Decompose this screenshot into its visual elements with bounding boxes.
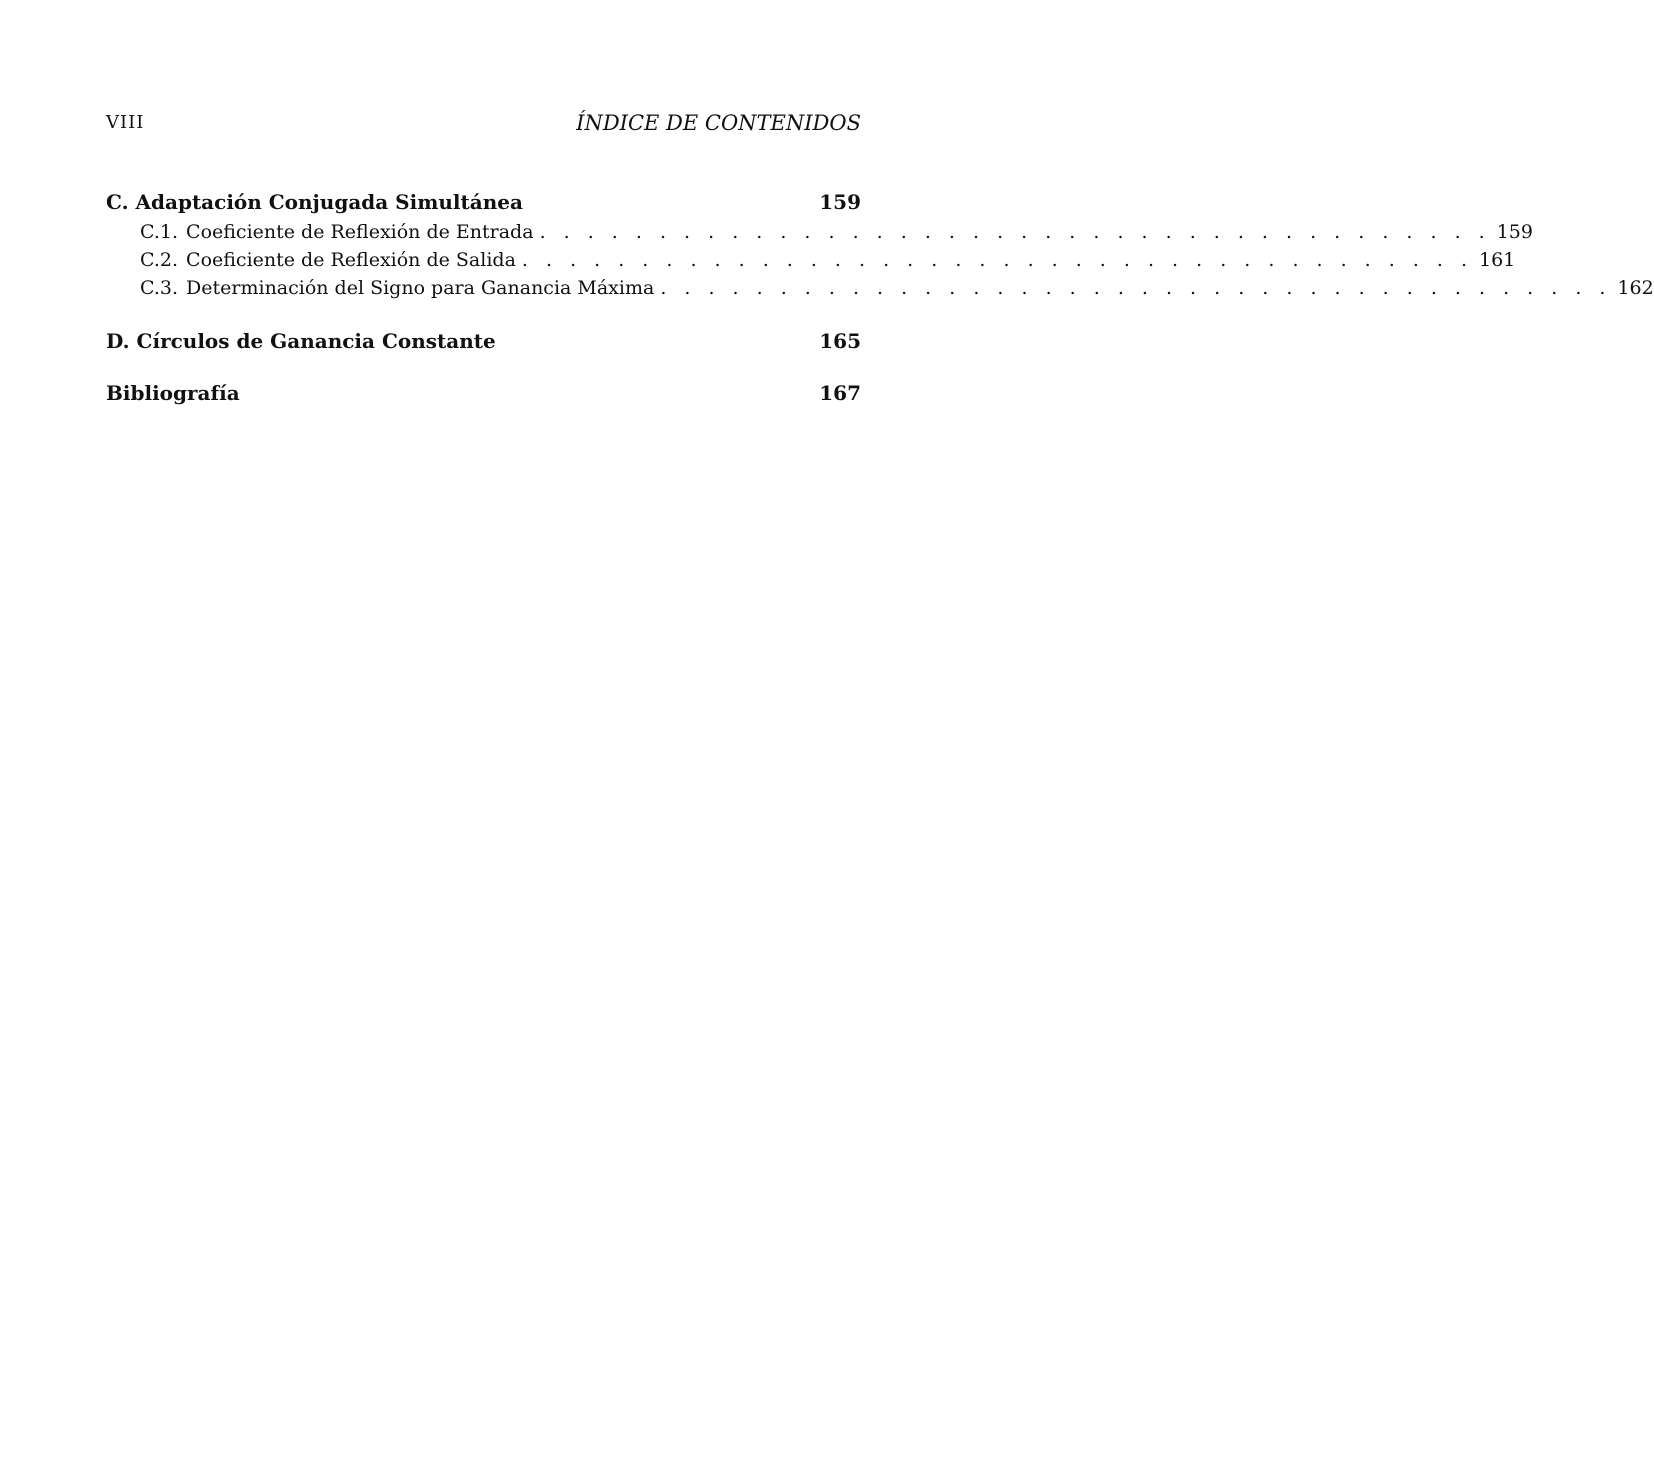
running-header xyxy=(106,108,861,138)
section-list xyxy=(106,218,1654,302)
toc-section[interactable] xyxy=(106,246,1516,274)
toc-chapter-c[interactable] xyxy=(106,186,861,218)
chapter-page: 159 xyxy=(819,190,861,214)
chapter-title: D. Círculos de Ganancia Constante xyxy=(106,329,496,353)
section-number: C.2. xyxy=(140,249,179,271)
toc-section[interactable] xyxy=(106,218,1533,246)
section-number: C.1. xyxy=(140,221,179,243)
chapter-title: C. Adaptación Conjugada Simultánea xyxy=(106,190,523,214)
chapter-page: 167 xyxy=(819,381,861,405)
chapter-page: 165 xyxy=(819,329,861,353)
dot-leader: . . . . . . . . . . . . . . . . . . . . . . . . . . . . . . . . . . . . . . . . xyxy=(660,277,1612,299)
document-page xyxy=(106,0,1654,1463)
section-title: Coeficiente de Reflexión de Entrada xyxy=(186,221,534,243)
chapter-title: Bibliografía xyxy=(106,381,240,405)
toc-bibliography[interactable] xyxy=(106,377,861,409)
table-of-contents xyxy=(106,186,1654,409)
section-title: Coeficiente de Reflexión de Salida xyxy=(186,249,516,271)
spacer xyxy=(106,302,861,325)
running-title: ÍNDICE DE CONTENIDOS xyxy=(576,111,861,135)
spacer xyxy=(106,357,861,377)
section-page: 162 xyxy=(1617,277,1654,299)
section-title: Determinación del Signo para Ganancia Máxima xyxy=(186,277,655,299)
dot-leader: . . . . . . . . . . . . . . . . . . . . . . . . . . . . . . . . . . . . . . . . xyxy=(521,249,1474,271)
page-number: VIII xyxy=(106,112,145,133)
dot-leader: . . . . . . . . . . . . . . . . . . . . . . . . . . . . . . . . . . . . . . . . xyxy=(539,221,1491,243)
section-page: 159 xyxy=(1496,221,1533,243)
toc-chapter-d[interactable] xyxy=(106,325,861,357)
section-page: 161 xyxy=(1479,249,1516,271)
section-number: C.3. xyxy=(140,277,179,299)
toc-section[interactable] xyxy=(106,274,1654,302)
